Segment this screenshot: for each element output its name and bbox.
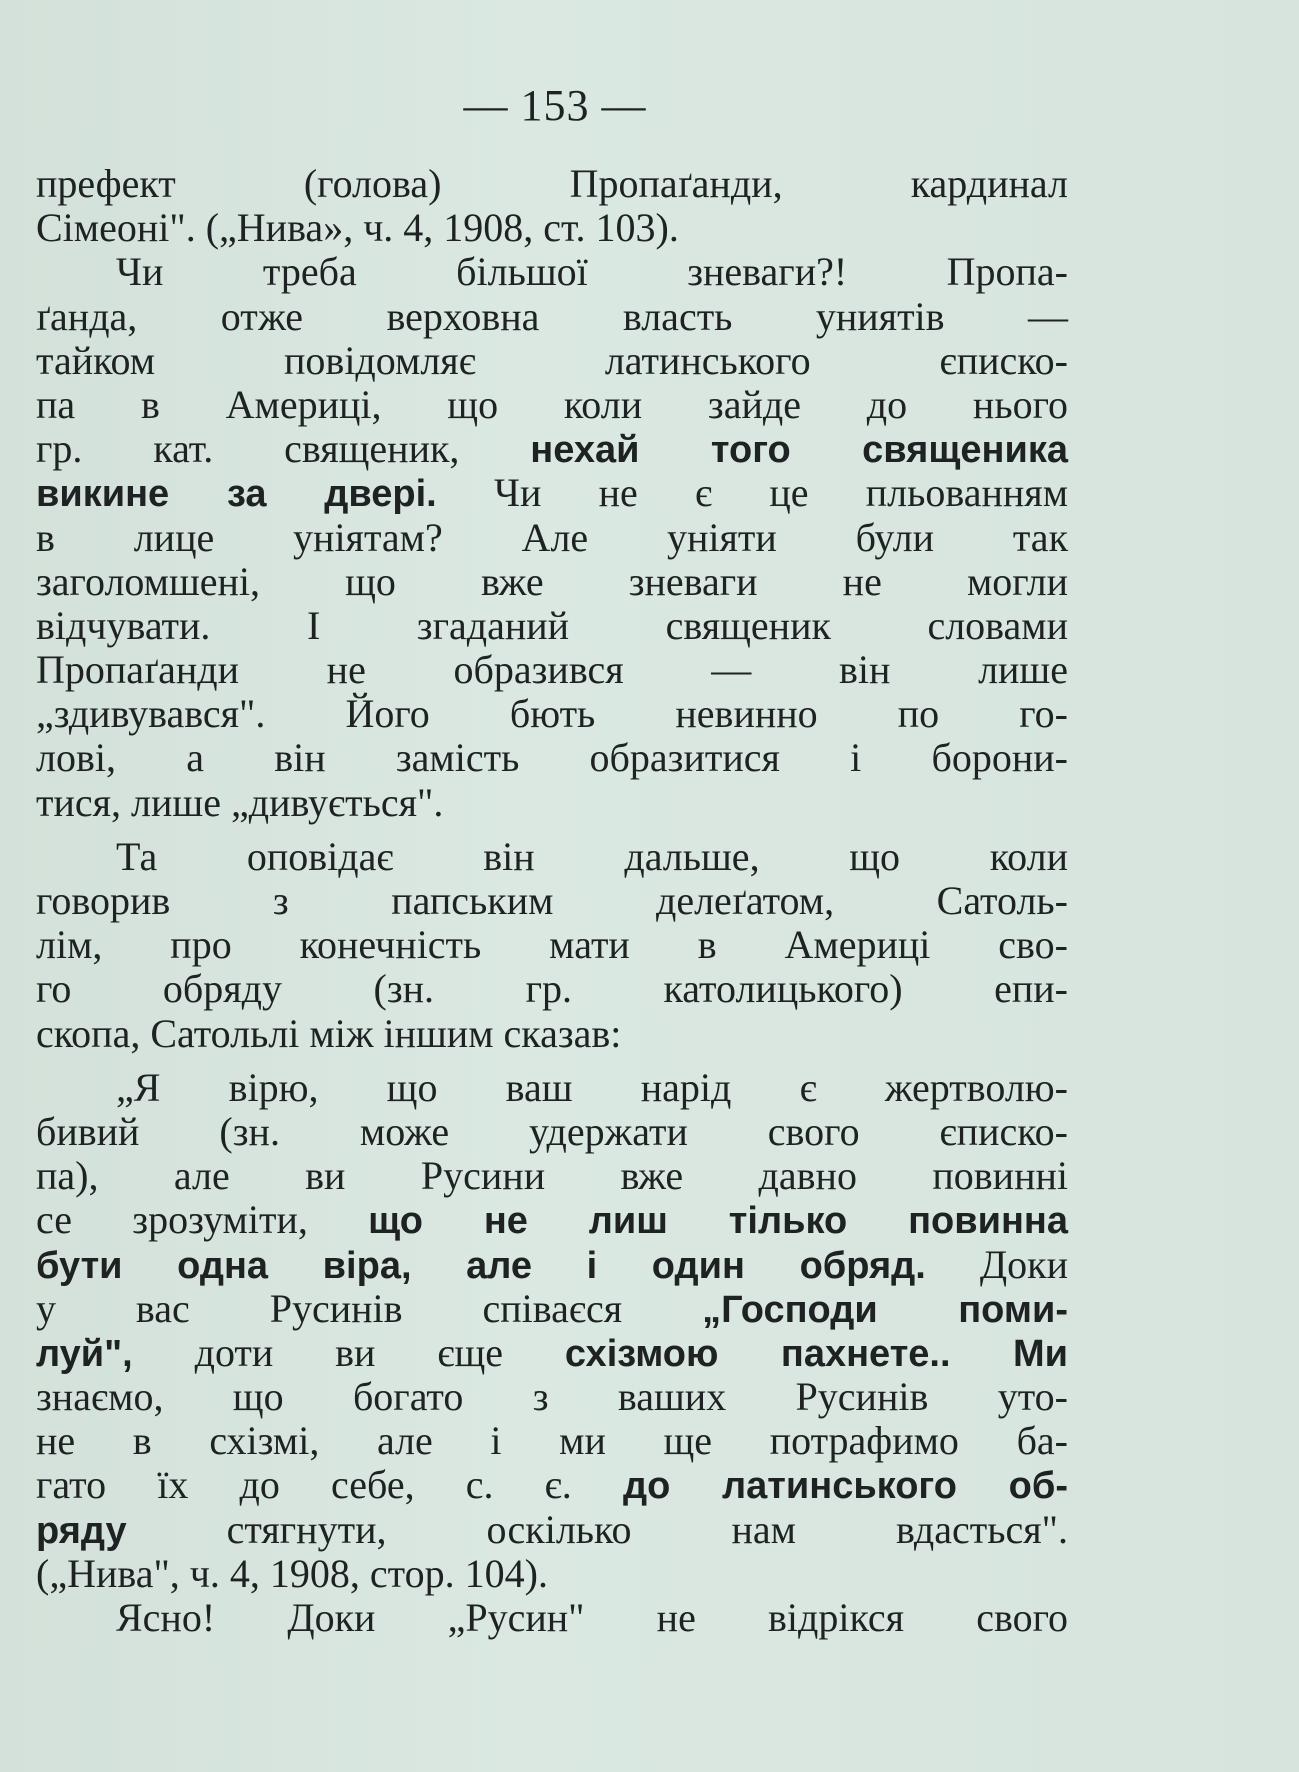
bold-text-segment: схізмою пахнете.. Ми xyxy=(564,1332,1068,1375)
text-segment: в лице уніятам? Але уніяти були так xyxy=(36,514,1068,560)
text-segment: лові, а він замість образитися і борони- xyxy=(36,735,1068,781)
text-segment: тайком повідомляє латинського єписко- xyxy=(36,337,1068,383)
text-segment: відчувати. І згаданий священик словами xyxy=(36,602,1068,648)
text-line xyxy=(36,967,1068,1011)
text-segment: лім, про конечність мати в Америці сво- xyxy=(36,922,1068,968)
text-segment: говорив з папським делеґатом, Сатоль- xyxy=(36,878,1068,923)
text-segment: Чи не є це пльованням xyxy=(436,470,1069,516)
text-line xyxy=(36,162,1068,206)
text-line xyxy=(36,1198,1068,1242)
text-segment: Сімеоні". („Нива», ч. 4, 1908, ст. 103). xyxy=(36,205,679,251)
text-line xyxy=(36,781,1068,825)
bold-text-segment: бути одна віра, але і один обряд. xyxy=(36,1244,926,1287)
text-segment: не в схізмі, але і ми ще потрафимо ба- xyxy=(36,1418,1068,1464)
bold-text-segment: „Господи поми- xyxy=(702,1288,1069,1331)
text-segment: Пропаґанди не образився — він лише xyxy=(36,647,1068,693)
text-segment: („Нива", ч. 4, 1908, стор. 104). xyxy=(36,1550,548,1596)
text-line xyxy=(36,560,1068,604)
text-line xyxy=(36,1066,1068,1110)
text-segment: Та оповідає він дальше, що коли xyxy=(116,833,1068,879)
text-segment: префект (голова) Пропаґанди, кардинал xyxy=(36,161,1068,206)
text-line xyxy=(36,648,1068,692)
text-line xyxy=(36,206,1068,250)
bold-text-segment: луй", xyxy=(36,1332,133,1375)
text-line xyxy=(36,295,1068,339)
text-line xyxy=(36,1110,1068,1154)
text-line xyxy=(36,1243,1068,1287)
bold-text-segment: до латинського об- xyxy=(622,1465,1068,1508)
text-line xyxy=(36,516,1068,560)
bold-text-segment: що не лиш тілько повинна xyxy=(368,1200,1068,1243)
text-line xyxy=(36,339,1068,383)
text-line xyxy=(36,923,1068,967)
text-line xyxy=(36,604,1068,648)
text-line xyxy=(36,1552,1068,1596)
text-line xyxy=(36,1596,1068,1640)
text-segment: Доки xyxy=(925,1241,1069,1287)
text-segment: па), але ви Русини вже давно повинні xyxy=(36,1153,1068,1199)
text-line xyxy=(36,1012,1068,1056)
text-segment: знаємо, що богато з ваших Русинів уто- xyxy=(36,1374,1068,1420)
text-line xyxy=(36,1154,1068,1198)
text-line xyxy=(36,692,1068,736)
text-segment: па в Америці, що коли зайде до нього xyxy=(36,381,1068,427)
text-line xyxy=(36,471,1068,515)
text-segment: гр. кат. священик, xyxy=(36,426,531,472)
bold-text-segment: нехай того священика xyxy=(530,429,1068,472)
text-line xyxy=(36,383,1068,427)
text-segment: скопа, Сатольлі між іншим сказав: xyxy=(36,1010,622,1056)
text-segment: тися, лише „дивується". xyxy=(36,779,444,825)
text-line xyxy=(36,1375,1068,1419)
text-segment: го обряду (зн. гр. католицького) епи- xyxy=(36,966,1068,1012)
text-line xyxy=(36,1508,1068,1552)
text-line xyxy=(36,835,1068,879)
text-segment: стягнути, оскілько нам вдасться". xyxy=(126,1506,1068,1552)
text-line xyxy=(36,1287,1068,1331)
text-segment: „здивувався". Його бють невинно по го- xyxy=(36,691,1068,737)
page-number: — 153 — xyxy=(463,81,647,130)
text-segment: у вас Русинів співаєся xyxy=(36,1285,703,1331)
text-line xyxy=(36,427,1068,471)
text-line xyxy=(36,879,1068,923)
text-segment: Ясно! Доки „Русин" не відрікся свого xyxy=(116,1595,1068,1640)
text-segment: Чи треба більшої зневаги?! Пропа- xyxy=(116,249,1068,295)
body-text xyxy=(36,162,1068,1640)
text-segment: гато їх до себе, с. є. xyxy=(36,1462,623,1508)
bold-text-segment: викине за двері. xyxy=(36,473,437,516)
text-line xyxy=(36,250,1068,294)
text-segment: ґанда, отже верховна власть униятів — xyxy=(36,293,1068,339)
text-segment: „Я вірю, що ваш нарід є жертволю- xyxy=(116,1064,1068,1110)
text-line xyxy=(36,1331,1068,1375)
text-segment: бивий (зн. може удержати свого єписко- xyxy=(36,1108,1068,1154)
text-line xyxy=(36,736,1068,780)
text-segment: доти ви єще xyxy=(132,1329,565,1375)
text-segment: се зрозуміти, xyxy=(36,1197,369,1243)
bold-text-segment: ряду xyxy=(36,1509,127,1552)
text-line xyxy=(36,1463,1068,1507)
text-line xyxy=(36,1419,1068,1463)
text-segment: заголомшені, що вже зневаги не могли xyxy=(36,558,1068,604)
